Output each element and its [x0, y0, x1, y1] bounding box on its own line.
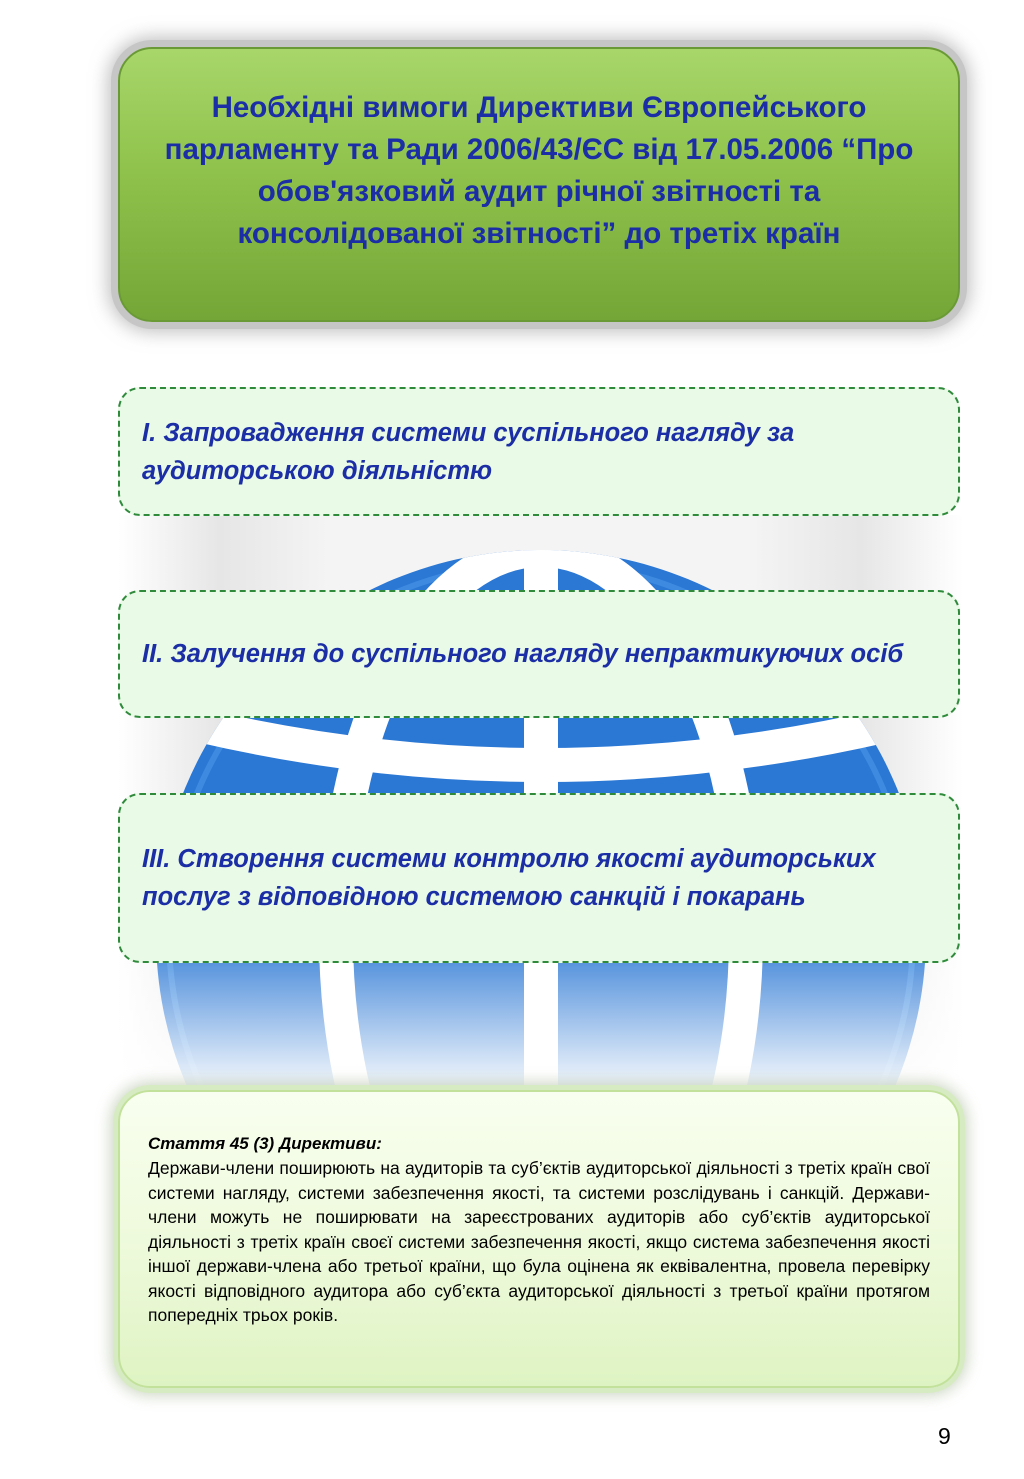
article-title-colon: : — [376, 1134, 382, 1153]
requirement-box-1 — [118, 387, 960, 516]
requirement-box-3 — [118, 793, 960, 963]
page-number: 9 — [938, 1423, 951, 1449]
requirement-box-2 — [118, 590, 960, 718]
requirement-text-3: ІІІ. Створення системи контролю якості аудиторських послуг з відповідною системою санкцій і покарань — [142, 845, 876, 911]
header-title: Необхідні вимоги Директиви Європейського парламенту та Ради 2006/43/ЄС від 17.05.2006 “Про обов'язковий аудит річної звітності та консолідованої звітності” до третіх країн — [164, 90, 914, 250]
header-box — [118, 47, 960, 322]
article-title-text: Стаття 45 (3) Директиви — [148, 1134, 377, 1153]
article-box — [118, 1090, 960, 1388]
requirement-text-1: І. Запровадження системи суспільного нагляду за аудиторською діяльністю — [142, 418, 795, 485]
requirement-text-2: ІІ. Залучення до суспільного нагляду непрактикуючих осіб — [142, 640, 904, 668]
article-title — [148, 1132, 930, 1156]
article-text: Держави-члени поширюють на аудиторів та суб’єктів аудиторської діяльності з третіх країн свої системи нагляду, системи забезпечення якості, та системи розслідувань і санкцій. Держави-члени можуть не поширювати на зареєстрованих аудиторів або суб’єктів аудиторської діяльності з третіх країн своєї системи забезпечення якості, якщо система забезпечення якості іншої держави-члена або третьої країни, що була оцінена як еквівалентна, провела перевірку якості відповідного аудитора або суб’єкта аудиторської діяльності з третьої країни протягом попередніх трьох років. — [148, 1158, 930, 1325]
